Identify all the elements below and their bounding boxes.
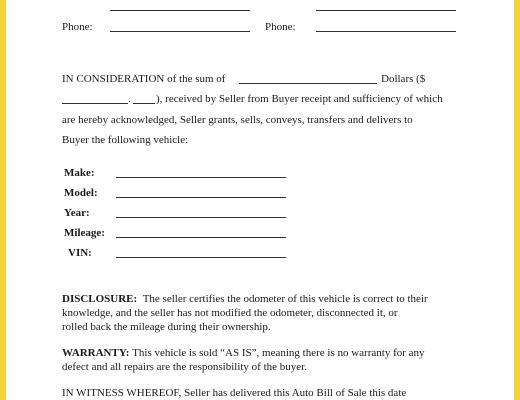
sum-words-field[interactable] [239,83,377,84]
mileage-field[interactable] [116,237,286,238]
consideration-line-1-suffix: Dollars ($ [381,73,426,85]
warranty-heading: WARRANTY: [62,347,130,359]
decimal-dot: . [128,93,131,105]
previous-field-line-left[interactable] [110,10,250,11]
make-field[interactable] [116,177,286,178]
previous-field-line-right[interactable] [316,10,456,11]
disclosure-heading: DISCLOSURE: [62,293,138,305]
consideration-line-2: ), received by Seller from Buyer receipt and sufficiency of which [156,93,443,105]
witness-line-1: IN WITNESS WHEREOF, Seller has delivered this Auto Bill of Sale this date [62,387,407,399]
warranty-line-2: defect and all repairs are the responsibility of the buyer. [62,361,307,373]
consideration-line-3: are hereby acknowledged, Seller grants, sells, conveys, transfers and delivers to [62,114,413,126]
disclosure-text-1: The seller certifies the odometer of this vehicle is correct to their [142,293,428,305]
consideration-line-4: Buyer the following vehicle: [62,134,189,146]
seller-phone-field[interactable] [110,31,250,32]
warranty-text-1: This vehicle is sold “AS IS”, meaning there is no warranty for any [132,347,425,359]
disclosure-line-2: knowledge, and the seller has not modified the odometer, disconnected it, or [62,307,398,319]
sum-dollars-field[interactable] [62,103,128,104]
model-field[interactable] [116,197,286,198]
model-label: Model: [64,187,98,199]
sum-cents-field[interactable] [133,103,155,104]
mileage-label: Mileage: [64,227,105,239]
make-label: Make: [64,167,95,179]
buyer-phone-label: Phone: [265,21,296,33]
vin-field[interactable] [116,257,286,258]
bill-of-sale-page [6,0,514,400]
warranty-line-1 [62,346,425,360]
buyer-phone-field[interactable] [316,31,456,32]
year-label: Year: [64,207,90,219]
vin-label: VIN: [68,247,92,259]
disclosure-line-3: rolled back the mileage during their ownership. [62,321,271,333]
consideration-line-1-prefix: IN CONSIDERATION of the sum of [62,73,226,85]
year-field[interactable] [116,217,286,218]
seller-phone-label: Phone: [62,21,93,33]
disclosure-line-1 [62,292,428,306]
